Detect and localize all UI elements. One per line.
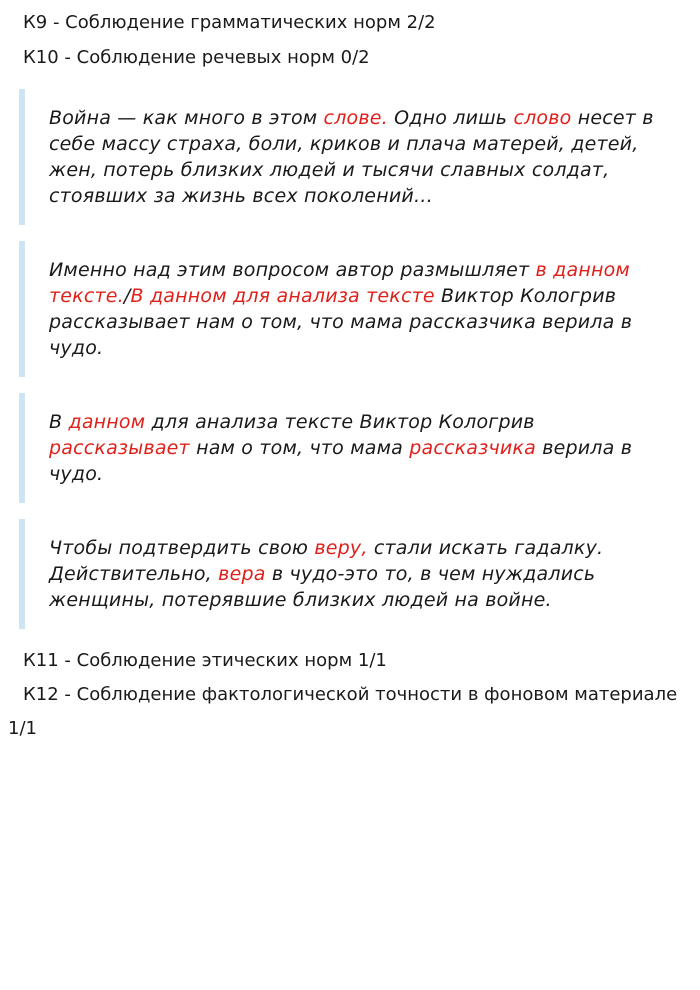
text-fragment: Чтобы подтвердить свою — [49, 537, 315, 559]
text-fragment: Именно над этим вопросом автор размышляет — [49, 259, 536, 281]
criterion-k9: К9 - Соблюдение грамматических норм 2/2 — [23, 12, 436, 33]
text-fragment: верила в чудо. — [49, 437, 633, 485]
highlighted-fragment: веру, — [314, 537, 368, 559]
text-fragment: стали искать гадалку. Действительно, — [49, 537, 604, 585]
quote-block-4 — [19, 519, 669, 629]
quote-text — [25, 519, 669, 613]
highlighted-fragment: в данном тексте. — [49, 259, 630, 307]
text-fragment: нам о том, что мама — [189, 437, 410, 459]
quote-text — [25, 393, 669, 487]
criterion-k11: К11 - Соблюдение этических норм 1/1 — [23, 650, 387, 671]
criterion-k10: К10 - Соблюдение речевых норм 0/2 — [23, 47, 370, 68]
highlighted-fragment: данном — [68, 411, 146, 433]
quote-block-2 — [19, 241, 669, 377]
text-fragment: Виктор Кологрив рассказывает нам о том, что мама рассказчика верила в чудо. — [49, 285, 633, 359]
highlighted-fragment: вера — [218, 563, 266, 585]
text-fragment: Война — как много в этом — [49, 107, 324, 129]
criterion-k12: К12 - Соблюдение фактологической точности в фоновом материале 1/1 — [8, 684, 678, 739]
text-fragment: несет в себе массу страха, боли, криков и плача матерей, детей, жен, потерь близких людей и тысячи славных солдат, стоявших за жизнь всех поколений… — [49, 107, 654, 207]
text-fragment: для анализа тексте Виктор Кологрив — [145, 411, 535, 433]
highlighted-fragment: рассказывает — [49, 437, 190, 459]
quote-block-3 — [19, 393, 669, 503]
highlighted-fragment: В данном для анализа тексте — [130, 285, 435, 307]
text-fragment: В — [49, 411, 69, 433]
highlighted-fragment: слове. — [323, 107, 388, 129]
text-fragment: в чудо-это то, в чем нуждались женщины, потерявшие близких людей на войне. — [49, 563, 596, 611]
highlighted-fragment: рассказчика — [409, 437, 536, 459]
quote-text — [25, 241, 669, 361]
quote-block-1 — [19, 89, 669, 225]
highlighted-fragment: слово — [513, 107, 572, 129]
text-fragment: / — [123, 285, 131, 307]
text-fragment: Одно лишь — [387, 107, 514, 129]
quote-text — [25, 89, 669, 209]
